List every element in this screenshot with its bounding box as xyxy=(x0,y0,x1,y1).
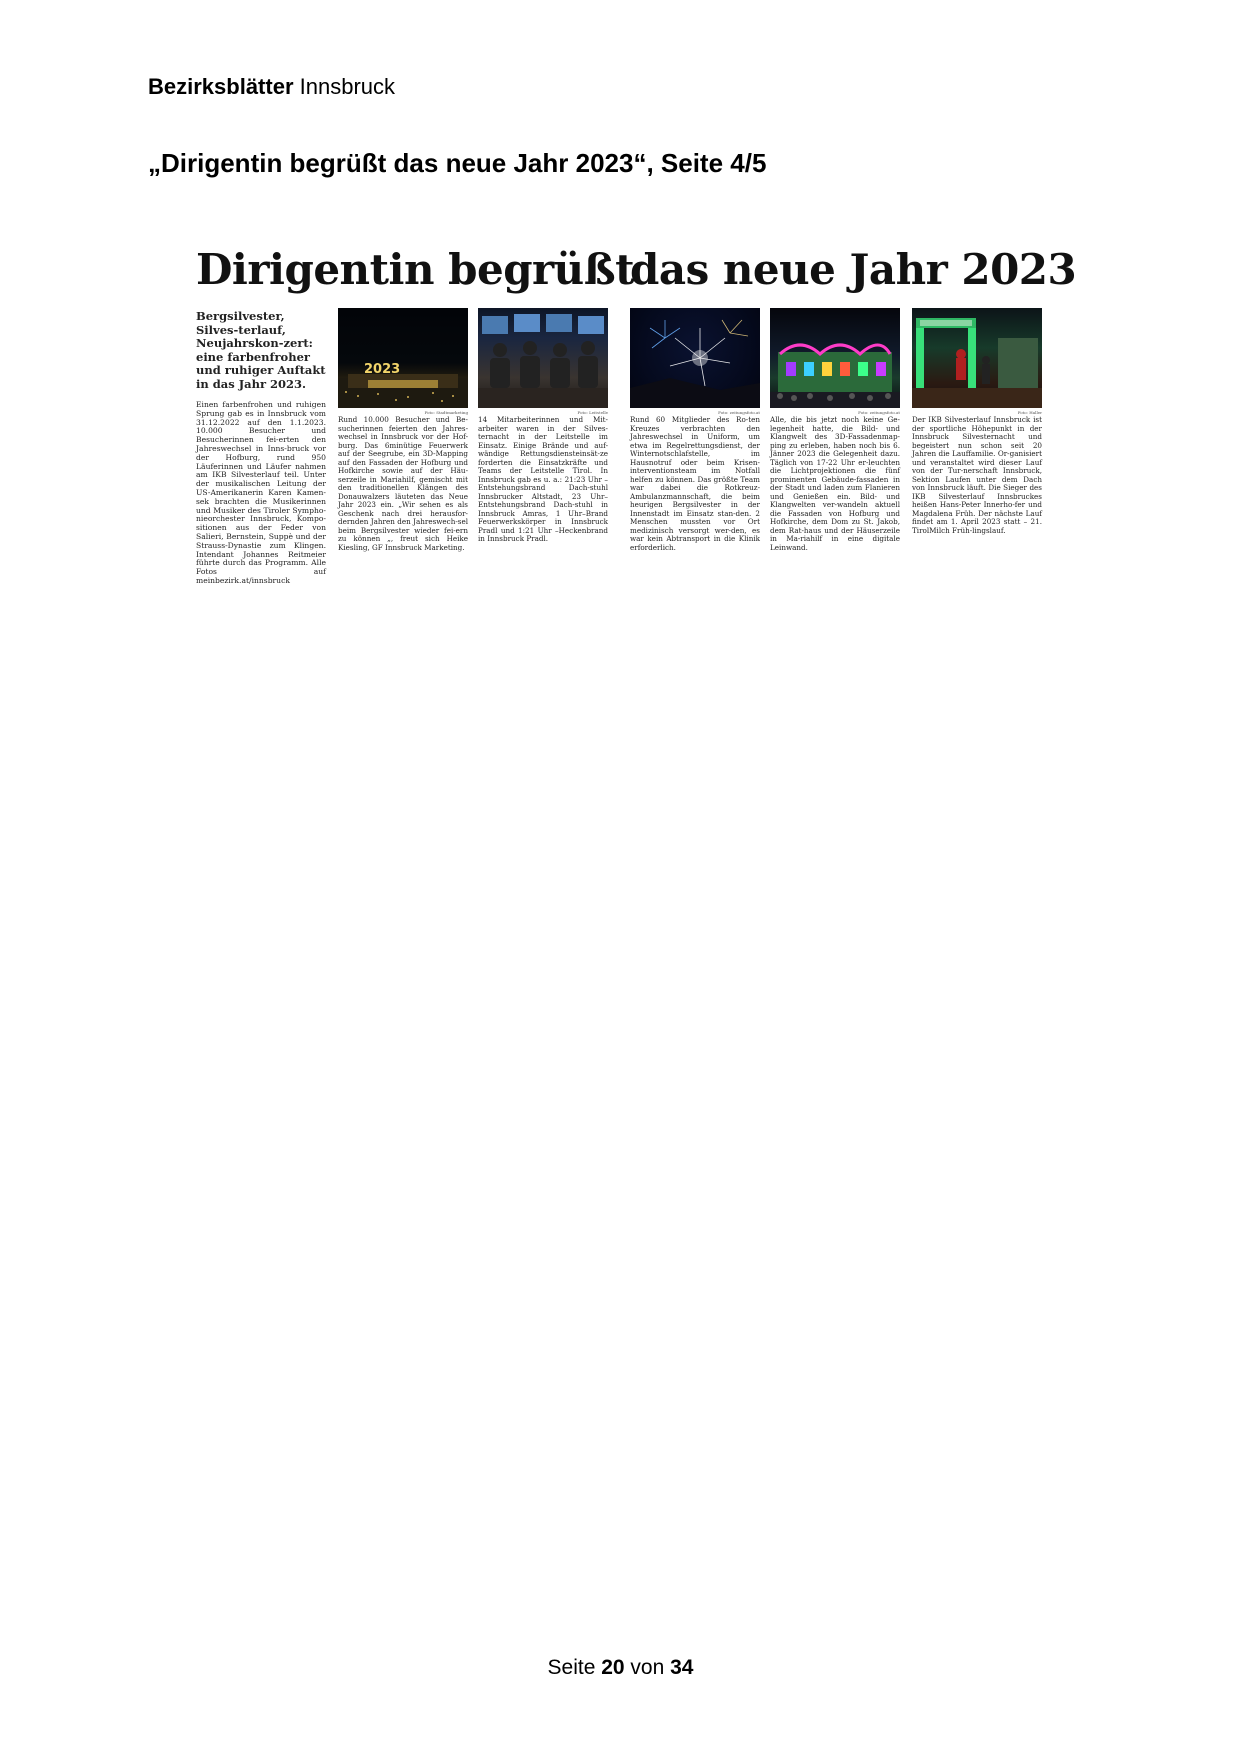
photo-fassadenmapping xyxy=(770,308,900,408)
photo-credit: Foto: Haller xyxy=(1017,410,1042,415)
article-column-fassadenmapping xyxy=(770,308,900,552)
photo-silvesterlauf xyxy=(912,308,1042,408)
lead-column xyxy=(196,308,326,586)
silvesterlauf-illustration xyxy=(912,308,1042,408)
article-column-rotes-kreuz xyxy=(630,308,760,552)
document-title: „Dirigentin begrüßt das neue Jahr 2023“, Seite 4/5 xyxy=(148,148,767,178)
article-column-leitstelle xyxy=(478,308,608,544)
article-column-hofburg xyxy=(338,308,468,552)
lead-body-text: Einen farbenfrohen und ruhigen Sprung gab es in Innsbruck vom 31.12.2022 auf den 1.1.2023. 10.000 Besucher und Besucherinnen fei-erten den Jahreswechsel in Inns-bruck vor der Hofburg, rund 950 Läuferinnen und Läufer nahmen am IKB Silvesterlauf teil. Unter der musikalischen Leitung der US-Amerikanerin Karen Kamen-sek brachten die Musikerinnen und Musiker des Tiroler Sympho-nieorchester Innsbruck, Kompo-sitionen aus der Feder von Salieri, Bernstein, Suppè und der Strauss-Dynastie zum Klingen. Intendant Johannes Reitmeier führte durch das Programm. Alle Fotos auf meinbezirk.at/innsbruck xyxy=(196,400,326,585)
article-text: Der IKB Silvesterlauf Innsbruck ist der sportliche Höhepunkt in der Innsbruck Silvesternacht und begeistert nun schon seit 20 Jahren die Lauffamilie. Or-ganisiert und veranstaltet wird dieser Lauf von der Tur-nerschaft Innsbruck, Sektion Laufen unter dem Dach von Innsbruck läuft. Die Sieger des IKB Silvesterlauf Innsbruckes heißen Hans-Peter Innerho-fer und Magdalena Früh. Der nächste Lauf findet am 1. April 2023 statt – 21. TirolMilch Früh-lingslauf. xyxy=(912,415,1042,535)
article-text: 14 Mitarbeiterinnen und Mit-arbeiter waren in der Silves-ternacht in der Leitstelle im Einsatz. Einige Brände und auf-wändige Rettungsdiensteinsät-ze forderten die Einsatzkräfte und Teams der Leitstelle Tirol. In Innsbruck gab es u. a.: 21:23 Uhr –Entstehungsbrand Dach-stuhl Innsbrucker Altstadt, 23 Uhr–Entstehungsbrand Dach-stuhl in Innsbruck Amras, 1 Uhr–Brand Feuerwerkskörper in Innsbruck Pradl und 1:21 Uhr –Heckenbrand in Innsbruck Pradl. xyxy=(478,415,608,543)
photo-hofburg-2023 xyxy=(338,308,468,408)
article-text: Rund 60 Mitglieder des Ro-ten Kreuzes verbrachten den Jahreswechsel in Uniform, um etwa im Regelrettungsdienst, der Winternotschlafstelle, im Hausnotruf oder beim Krisen-interventionsteam im Notfall helfen zu können. Das größte Team war dabei die Rotkreuz-Ambulanzmannschaft, die beim heurigen Bergsilvester in der Innenstadt im Einsatz stan-den. 2 Menschen mussten vor Ort medizinisch versorgt wer-den, es war kein Abtransport in die Klinik erforderlich. xyxy=(630,415,760,552)
page-number-prefix: Seite xyxy=(547,1656,602,1679)
article-text: Alle, die bis jetzt noch keine Ge-legenheit hatte, die Bild- und Klangwelt des 3D-Fassadenmap-ping zu erleben, haben noch bis 6. Jänner 2023 die Gelegenheit dazu. Täglich von 17-22 Uhr er-leuchten die Lichtprojektionen die fünf prominenten Gebäude-fassaden in der Stadt und laden zum Flanieren und Genießen ein. Bild- und Klangwelten ver-wandeln aktuell die Fassaden von Hofburg und Hofkirche, dem Dom zu St. Jakob, dem Rat-haus und der Häuserzeile in Ma-riahilf in eine digitale Leinwand. xyxy=(770,415,900,552)
clipping-headline-left: Dirigentin begrüßt xyxy=(196,245,635,294)
leitstelle-illustration xyxy=(478,308,608,408)
page-number-total: 34 xyxy=(670,1656,694,1679)
publication-name-bold: Bezirksblätter xyxy=(148,74,294,99)
photo-credit: Foto: zeitungsfoto.at xyxy=(858,410,900,415)
clipping-headline-right: das neue Jahr 2023 xyxy=(630,245,1077,294)
photo-fireworks xyxy=(630,308,760,408)
publication-name-rest: Innsbruck xyxy=(293,74,396,99)
newspaper-clipping xyxy=(196,240,1077,602)
photo-leitstelle-team xyxy=(478,308,608,408)
page-number-middle: von xyxy=(624,1656,671,1679)
article-column-silvesterlauf xyxy=(912,308,1042,535)
fireworks-illustration xyxy=(630,308,760,408)
hofburg-illustration xyxy=(338,308,468,408)
publication-name xyxy=(148,74,395,100)
mapping-illustration xyxy=(770,308,900,408)
photo-credit: Foto: Stadtmarketing xyxy=(424,410,468,415)
clipping-lead: Bergsilvester, Silves-terlauf, Neujahrskon-zert: eine farbenfroher und ruhiger Auftakt in das Jahr 2023. xyxy=(196,309,326,391)
page-number xyxy=(0,1656,1241,1680)
article-text: Rund 10.000 Besucher und Be-sucherinnen feierten den Jahres-wechsel in Innsbruck vor der Hof-burg. Das 6minütige Feuerwerk auf der Seegrube, ein 3D-Mapping auf den Fassaden der Hofburg und Hofkirche sowie auf der Häu-serzeile in Mariahilf, gemischt mit den traditionellen Klängen des Donauwalzers läuteten das Neue Jahr 2023 ein. „Wir sehen es als Geschenk nach drei herausfor-dernden Jahren den Jahreswech-sel beim Bergsilvester wieder fei-ern zu können „, freut sich Heike Kiesling, GF Innsbruck Marketing. xyxy=(338,415,468,552)
photo-2023-text: 2023 xyxy=(364,362,401,377)
photo-credit: Foto: zeitungsfoto.at xyxy=(718,410,760,415)
photo-credit: Foto: Leitstelle xyxy=(577,410,608,415)
page-number-current: 20 xyxy=(601,1656,625,1679)
